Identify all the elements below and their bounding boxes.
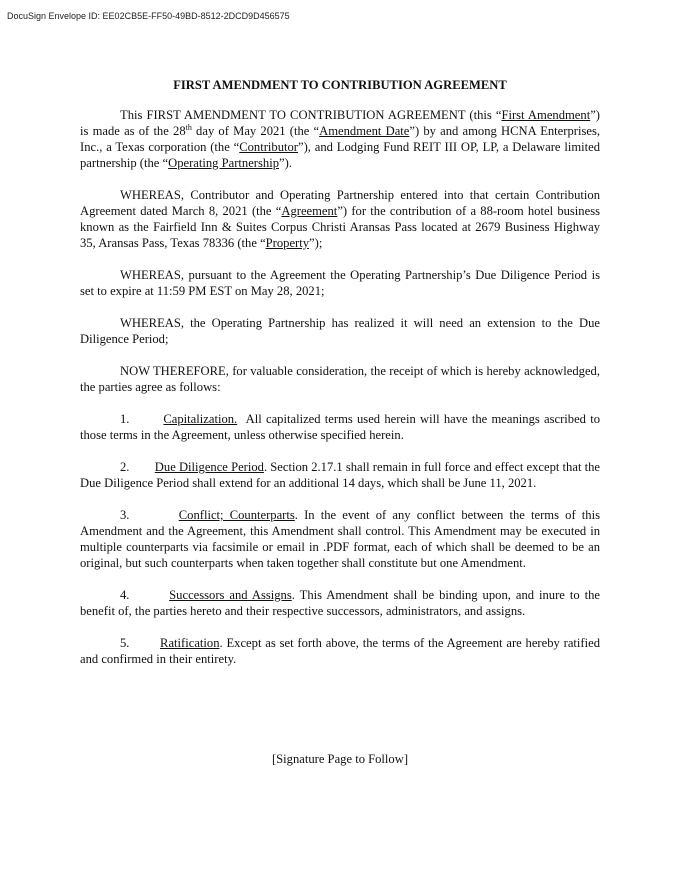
section-heading: Conflict; Counterparts	[178, 508, 295, 522]
intro-paragraph	[80, 107, 600, 171]
whereas-paragraph-2: WHEREAS, pursuant to the Agreement the Operating Partnership’s Due Diligence Period is set to expire at 11:59 PM EST on May 28, 2021;	[80, 268, 600, 298]
intro-text-6: ”).	[279, 156, 292, 170]
def-amendment-date: Amendment Date	[319, 124, 410, 138]
intro-text-3: day of May 2021 (the “	[191, 124, 320, 138]
intro-text-5: ”), and Lodging Fund REIT III OP, LP, a Delaware limited partnership (the “	[80, 140, 601, 170]
def-operating-partnership: Operating Partnership	[168, 156, 279, 170]
now-therefore-paragraph: NOW THEREFORE, for valuable consideration, the receipt of which is hereby acknowledged, the parties agree as follows:	[80, 364, 600, 394]
whereas-paragraph-3: WHEREAS, the Operating Partnership has realized it will need an extension to the Due Diligence Period;	[80, 316, 600, 346]
section-heading: Successors and Assigns	[169, 588, 292, 602]
def-property: Property	[265, 236, 310, 250]
section-5	[80, 635, 600, 667]
signature-page-note: [Signature Page to Follow]	[271, 752, 409, 766]
section-3	[80, 507, 600, 571]
whereas1-text-2: ”) for the contribution of a 88-room hotel business known as the Fairfield Inn & Suites Corpus Christi Aransas Pass located at 2679 Business Highway 35, Aransas Pass, Texas 78336 (the “	[80, 204, 600, 250]
intro-text-1: This FIRST AMENDMENT TO CONTRIBUTION AGREEMENT (this “	[120, 108, 502, 122]
def-agreement: Agreement	[281, 204, 338, 218]
section-heading: Ratification	[160, 636, 220, 650]
whereas-paragraph-1	[80, 187, 600, 251]
section-text: . Except as set forth above, the terms of the Agreement are hereby ratified and confirmed in their entirety.	[80, 636, 600, 666]
section-2	[80, 459, 600, 491]
whereas1-text-1: WHEREAS, Contributor and Operating Partnership entered into that certain Contribution Agreement dated March 8, 2021 (the “	[80, 188, 600, 218]
document-body	[80, 77, 600, 683]
section-text: . Section 2.17.1 shall remain in full force and effect except that the Due Diligence Period shall extend for an additional 14 days, which shall be June 11, 2021.	[80, 460, 600, 490]
section-heading: Capitalization.	[163, 412, 238, 426]
section-number: 5.	[120, 636, 130, 650]
section-number: 2.	[120, 460, 130, 474]
section-number: 3.	[120, 508, 130, 522]
section-text: All capitalized terms used herein will have the meanings ascribed to those terms in the Agreement, unless otherwise specified herein.	[80, 412, 601, 442]
ordinal-suffix: th	[185, 122, 192, 132]
intro-text-2: ”) is made as of the 28	[80, 108, 600, 138]
intro-text-4: ”) by and among HCNA Enterprises, Inc., a Texas corporation (the “	[80, 124, 600, 154]
def-first-amendment: First Amendment	[501, 108, 591, 122]
section-text: . This Amendment shall be binding upon, and inure to the benefit of, the parties hereto and their respective successors, administrators, and assigns.	[80, 588, 600, 618]
def-contributor: Contributor	[239, 140, 299, 154]
envelope-id: DocuSign Envelope ID: EE02CB5E-FF50-49BD-8512-2DCD9D456575	[7, 11, 290, 21]
section-heading: Due Diligence Period	[154, 460, 264, 474]
section-number: 1.	[120, 412, 130, 426]
document-title: FIRST AMENDMENT TO CONTRIBUTION AGREEMENT	[173, 78, 507, 92]
section-1	[80, 411, 600, 443]
section-4	[80, 587, 600, 619]
section-text: . In the event of any conflict between the terms of this Amendment and the Agreement, this Amendment shall control. This Amendment may be executed in multiple counterparts via facsimile or email in .PDF format, each of which shall be deemed to be an original, but such counterparts when taken together shall constitute but one Amendment.	[80, 508, 601, 570]
section-number: 4.	[120, 588, 130, 602]
whereas1-text-3: ”);	[309, 236, 323, 250]
